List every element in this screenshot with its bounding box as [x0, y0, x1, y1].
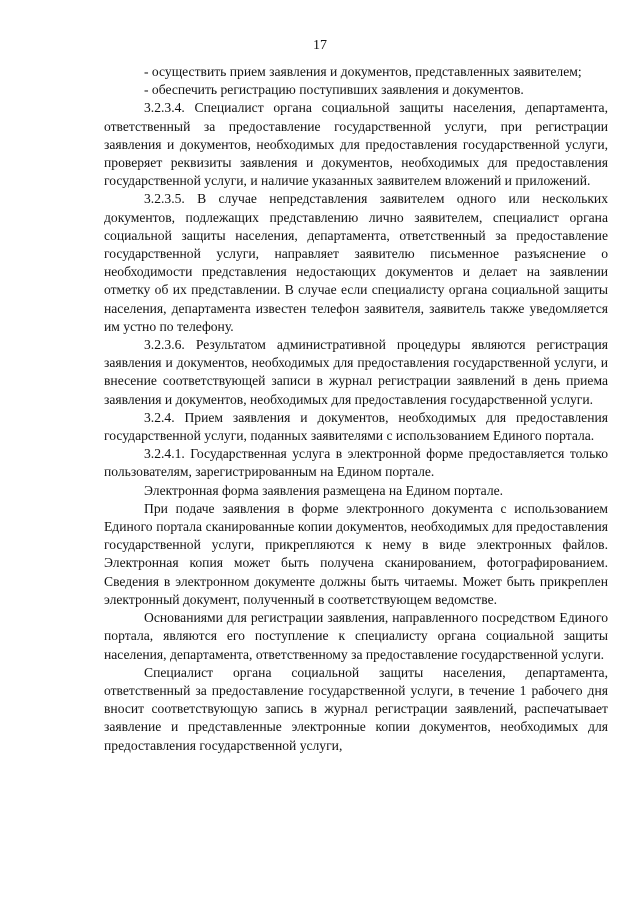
paragraph: 3.2.3.6. Результатом административной процедуры являются регистрация заявления и документов, необходимых для предоставления государственной услуги, и внесение соответствующей записи в журнал регистрации заявлений в день приема заявления и документов, необходимых для предоставления государственной услуги. — [104, 337, 608, 407]
paragraph: 3.2.3.5. В случае непредставления заявителем одного или нескольких документов, подлежащих представлению лично заявителем, специалист органа социальной защиты населения, департамента, ответственный за предоставление государственной услуги, направляет заявителю письменное разъяснение о необходимости представления недостающих документов и делает на заявлении отметку об их представлении. В случае если специалисту органа социальной защиты населения, департамента известен телефон заявителя, заявитель также уведомляется им устно по телефону. — [104, 191, 608, 334]
paragraph: - осуществить прием заявления и документов, представленных заявителем; — [144, 64, 582, 79]
paragraph: Специалист органа социальной защиты населения, департамента, ответственный за предоставление государственной услуги, в течение 1 рабочего дня вносит соответствующую запись в журнал регистрации заявлений, распечатывает заявление и представленные электронные копии документов, необходимых для предоставления государственной услуги, — [104, 664, 608, 753]
paragraph: 3.2.4.1. Государственная услуга в электронной форме предоставляется только пользователям, зарегистрированным на Едином портале. — [104, 446, 608, 480]
document-body — [104, 63, 608, 755]
paragraph: При подаче заявления в форме электронного документа с использованием Единого портала сканированные копии документов, необходимых для предоставления государственной услуги, прикрепляются к нему в виде электронных файлов. Электронная копия может быть получена сканированием, фотографированием. Сведения в электронном документе должны быть читаемы. Может быть прикреплен электронный документ, полученный в соответствующем ведомстве. — [104, 500, 608, 607]
paragraph: - обеспечить регистрацию поступивших заявления и документов. — [144, 82, 524, 98]
page-number: 17 — [313, 38, 327, 53]
paragraph: 3.2.3.4. Специалист органа социальной защиты населения, департамента, ответственный за предоставление государственной услуги, при регистрации заявления и документов, необходимых для предоставления государственной услуги, проверяет реквизиты заявления и документов, необходимых для предоставления государственной услуги, и наличие указанных заявителем вложений и приложений. — [104, 100, 608, 189]
paragraph: Основаниями для регистрации заявления, направленного посредством Единого портала, являются его поступление к специалисту органа социальной защиты населения, департамента, ответственному за предоставление государственной услуги. — [104, 610, 608, 662]
paragraph: Электронная форма заявления размещена на Едином портале. — [144, 482, 504, 498]
paragraph: 3.2.4. Прием заявления и документов, необходимых для предоставления государственной услуги, поданных заявителями с использованием Единого портала. — [104, 409, 608, 444]
